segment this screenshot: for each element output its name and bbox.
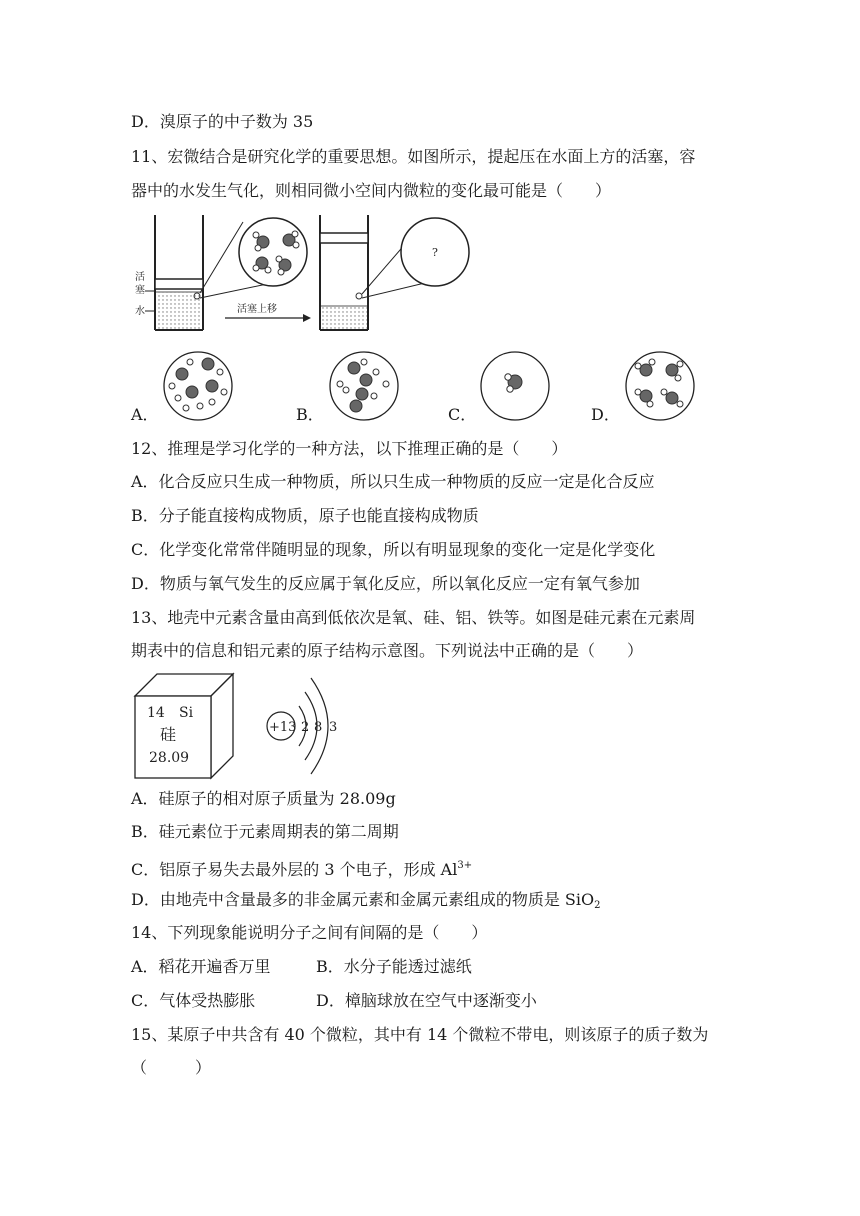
al-shell-1-electrons: 2 bbox=[301, 720, 310, 735]
q11-stem-line2: 器中的水发生气化，则相同微小空间内微粒的变化最可能是（ ） bbox=[131, 181, 612, 200]
arrow-label: 活塞上移 bbox=[237, 304, 277, 315]
q12-stem: 12、推理是学习化学的一种方法，以下推理正确的是（ ） bbox=[131, 439, 568, 458]
si-atomic-number: 14 bbox=[147, 705, 165, 721]
si-atomic-mass: 28.09 bbox=[149, 750, 190, 766]
q13-option-d-text: D．由地壳中含量最多的非金属元素和金属元素组成的物质是 SiO bbox=[131, 890, 595, 909]
q12-option-c: C．化学变化常常伴随明显的现象，所以有明显现象的变化一定是化学变化 bbox=[131, 540, 656, 559]
aluminum-atom-structure bbox=[267, 678, 337, 774]
q15-stem-line1: 15、某原子中共含有 40 个微粒，其中有 14 个微粒不带电，则该原子的质子数为 bbox=[131, 1025, 709, 1044]
q13-option-d bbox=[131, 889, 601, 917]
q12-option-b: B．分子能直接构成物质，原子也能直接构成物质 bbox=[131, 506, 479, 525]
al-ion-charge: 3+ bbox=[457, 860, 473, 871]
q11-option-d-figure bbox=[622, 350, 702, 422]
al-shell-3-electrons: 3 bbox=[329, 720, 338, 735]
al-nucleus-charge: +13 bbox=[269, 720, 297, 735]
q12-option-a: A．化合反应只生成一种物质，所以只生成一种物质的反应一定是化合反应 bbox=[131, 472, 655, 491]
q13-figure bbox=[133, 672, 373, 784]
q11-option-b-label: B． bbox=[296, 405, 324, 424]
q14-option-d: D．樟脑球放在空气中逐渐变小 bbox=[316, 991, 537, 1010]
q11-option-a-label: A． bbox=[131, 405, 159, 424]
al-shell-2-electrons: 8 bbox=[314, 720, 323, 735]
q10-option-d: D．溴原子的中子数为 35 bbox=[131, 112, 314, 131]
q14-stem: 14、下列现象能说明分子之间有间隔的是（ ） bbox=[131, 923, 488, 942]
left-water bbox=[156, 292, 202, 329]
q15-stem-line2: （ ） bbox=[131, 1058, 212, 1077]
q11-option-b-figure bbox=[326, 350, 406, 422]
q11-option-d-label: D． bbox=[591, 405, 620, 424]
si-symbol: Si bbox=[179, 705, 194, 721]
q11-option-a-figure bbox=[160, 350, 240, 422]
q13-stem-line1: 13、地壳中元素含量由高到低依次是氧、硅、铝、铁等。如图是硅元素在元素周 bbox=[131, 608, 696, 627]
sio2-subscript: 2 bbox=[594, 900, 601, 911]
q13-option-b: B．硅元素位于元素周期表的第二周期 bbox=[131, 822, 399, 841]
q14-option-c: C．气体受热膨胀 bbox=[131, 991, 256, 1010]
q12-option-d: D．物质与氧气发生的反应属于氧化反应，所以氧化反应一定有氧气参加 bbox=[131, 574, 640, 593]
label-piston-2: 塞 bbox=[135, 285, 145, 296]
q14-option-a: A．稻花开遍香万里 bbox=[131, 957, 271, 976]
q14-option-b: B．水分子能透过滤纸 bbox=[316, 957, 472, 976]
question-mark: ? bbox=[432, 246, 438, 259]
q11-option-c-label: C． bbox=[448, 405, 477, 424]
silicon-element-box bbox=[135, 674, 233, 778]
left-container bbox=[155, 215, 203, 330]
q11-option-c-figure bbox=[477, 350, 557, 422]
right-piston bbox=[320, 233, 368, 243]
label-water: 水 bbox=[135, 306, 145, 317]
label-piston-1: 活 bbox=[135, 272, 145, 283]
q11-piston-figure bbox=[125, 210, 495, 345]
q11-stem-line1: 11、宏微结合是研究化学的重要思想。如图所示，提起压在水面上方的活塞，容 bbox=[131, 147, 696, 166]
right-water bbox=[321, 306, 367, 329]
q13-option-a: A．硅原子的相对原子质量为 28.09g bbox=[131, 789, 396, 808]
q13-option-c bbox=[131, 855, 472, 881]
q13-option-c-text: C．铝原子易失去最外层的 3 个电子，形成 Al bbox=[131, 860, 458, 879]
left-piston bbox=[155, 279, 203, 289]
si-name: 硅 bbox=[160, 725, 177, 744]
right-container bbox=[320, 215, 368, 330]
q13-stem-line2: 期表中的信息和铝元素的原子结构示意图。下列说法中正确的是（ ） bbox=[131, 641, 644, 660]
zoom-circle-left bbox=[239, 218, 307, 286]
